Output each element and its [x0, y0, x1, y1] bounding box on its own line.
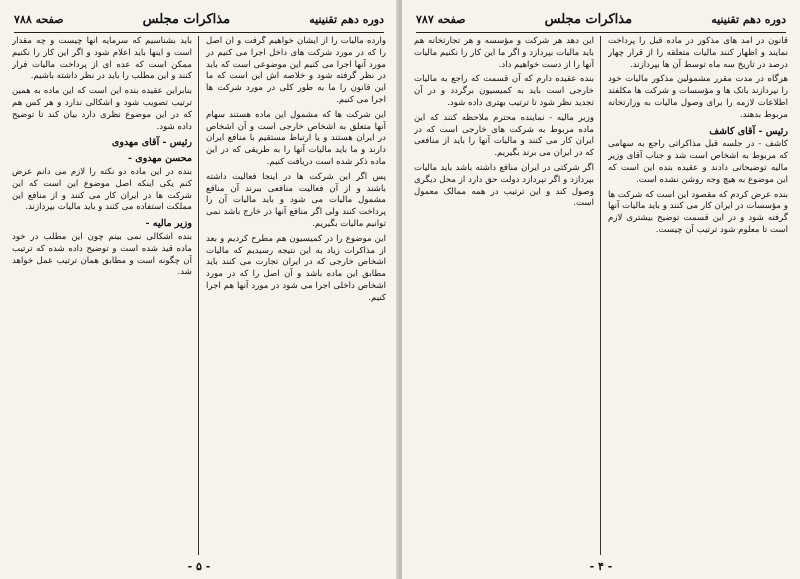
left-page-column-right [206, 36, 386, 555]
left-page-session: دوره دهم تقنینیه [309, 12, 384, 26]
left-page-footer: - ۵ - [187, 560, 211, 573]
paragraph: این دهد هر شرکت و مؤسسه و هر تجارتخانه هم باید مالیات بپردازد و اگر ما این کار را نکنیم مالیات آنها را از دست خواهیم داد. [414, 36, 594, 70]
right-page-title: مذاکرات مجلس [544, 11, 633, 27]
paragraph: اگر شرکتی در ایران منافع داشته باشد باید مالیات بپردازد و اگر نپردازد دولت حق دارد از محل دیگری وصول کند و این ترتیب در همه ممالک معمول است. [414, 162, 594, 209]
paragraph: این موضوع را در کمیسیون هم مطرح کردیم و بعد از مذاکرات زیاد به این نتیجه رسیدیم که مالیات اشخاص خارجی که در ایران تجارت می کنند باید مطابق این ماده باشد و آن اصل را که در مورد اشخاص داخلی اجرا می شود در مورد آنها هم اجرا کنیم. [206, 233, 386, 303]
paragraph: باید بشناسیم که سرمایه آنها چیست و چه مقدار است و اینها باید اعلام شود و اگر این کار را نکنیم ممکن است که عده ای از پرداخت مالیات فرار کنند و این مطلب را باید در نظر داشته باشیم. [12, 36, 192, 82]
speaker-heading: وزیر مالیه - [145, 218, 192, 230]
paragraph: بنابراین عقیده بنده این است که این ماده به همین ترتیب تصویب شود و اشکالی ندارد و هر کس هم که در این موضوع نظری دارد بیان کند تا توضیح داده شود. [12, 86, 192, 132]
left-page-header [14, 6, 384, 33]
speaker-line: رئیس - آقای کاشف [709, 125, 788, 137]
right-page-column-right [608, 36, 788, 555]
paragraph: این شرکت ها که مشمول این ماده هستند سهام آنها متعلق به اشخاص خارجی است و آن اشخاص در ایران هستند و یا ارتباط مستقیم با منافع ایران دارند و ما باید مالیات آنها را به طریقی که در این ماده ذکر شده است دریافت کنیم. [206, 109, 386, 167]
paragraph: بنده عرض کردم که مقصود این است که شرکت ها و مؤسسات در ایران کار می کنند و باید مالیات آنها گرفته شود و در این قسمت توضیح بیشتری لازم است تا معلوم شود ترتیب آن چیست. [608, 189, 788, 235]
paragraph: بنده در این ماده دو نکته را لازم می دانم عرض کنم یکی اینکه اصل موضوع این است که این شرکت ها در ایران کار می کنند و از منافع این مملکت استفاده می کنند و باید مالیات بپردازند. [12, 166, 192, 213]
right-page-footer: - ۴ - [589, 560, 613, 573]
right-page-number: صفحه ۷۸۷ [416, 12, 466, 26]
paragraph: کاشف - در جلسه قبل مذاکراتی راجع به سهامی که مربوط به اشخاص است شد و جناب آقای وزیر مالیه توضیحاتی دادند و عقیده بنده این است که این موضوع به هیچ وجه روشن نشده است. [608, 139, 788, 185]
left-page-number: صفحه ۷۸۸ [14, 12, 64, 26]
right-page [402, 0, 800, 579]
right-page-header [416, 6, 786, 33]
right-page-column-left [414, 36, 594, 555]
left-page-column-left [12, 36, 192, 555]
column-divider [198, 36, 199, 555]
paragraph: هرگاه در مدت مقرر مشمولین مذکور مالیات خود را نپردازند بانک ها و مؤسسات و شرکت ها مکلفند اطلاعات لازمه را برای وصول مالیات به وزارتخانه مربوط بدهند. [608, 74, 788, 120]
paragraph: بنده اشکالی نمی بینم چون این مطلب در خود ماده قید شده است و توضیح داده شده که ترتیب آن چگونه است و مطابق همان ترتیب عمل خواهد شد. [12, 231, 192, 278]
speaker-line: رئیس - آقای مهدوی [111, 137, 192, 149]
left-page [0, 0, 398, 579]
left-page-title: مذاکرات مجلس [142, 11, 231, 27]
paragraph: قانون در آمد های مذکور در ماده قبل را پرداخت نمایند و اظهار کنند مالیات متعلقه را از قرار چهار درصد در تاریخ سه ماه توسط آن ها بپردازند. [608, 36, 788, 70]
right-page-session: دوره دهم تقنینیه [711, 12, 786, 26]
paragraph: بنده عقیده دارم که آن قسمت که راجع به مالیات خارجی است باید به کمیسیون برگردد و در آن تجدید نظر شود تا ترتیب بهتری داده شود. [414, 74, 594, 108]
paragraph: وارده مالیات را از ایشان خواهیم گرفت و آن اصل را که در مورد شرکت های داخل اجرا می کنیم در مورد آنها اجرا می کنیم این موضوعی است که باید در نظر گرفته شود و خلاصه اش این است که ما این قانون را ما به طور کلی در مورد شرکت ها اجرا می کنیم. [206, 36, 386, 105]
paragraph: وزیر مالیه - نماینده محترم ملاحظه کنند که این ماده مربوط به شرکت های خارجی است که در ایران کار می کنند و مالیات آنها را باید از منافعی که در ایران می برند بگیریم. [414, 112, 594, 159]
speaker-heading: محسن مهدوی - [128, 153, 192, 165]
column-divider [600, 36, 601, 555]
paragraph: پس اگر این شرکت ها در اینجا فعالیت داشته باشند و از آن فعالیت منافعی ببرند آن منافع مشمول مالیات می شود و باید مالیات آن را پرداخت کنند ولی اگر منافع آنها در خارج باشد نمی توانیم مالیات بگیریم. [206, 171, 386, 229]
